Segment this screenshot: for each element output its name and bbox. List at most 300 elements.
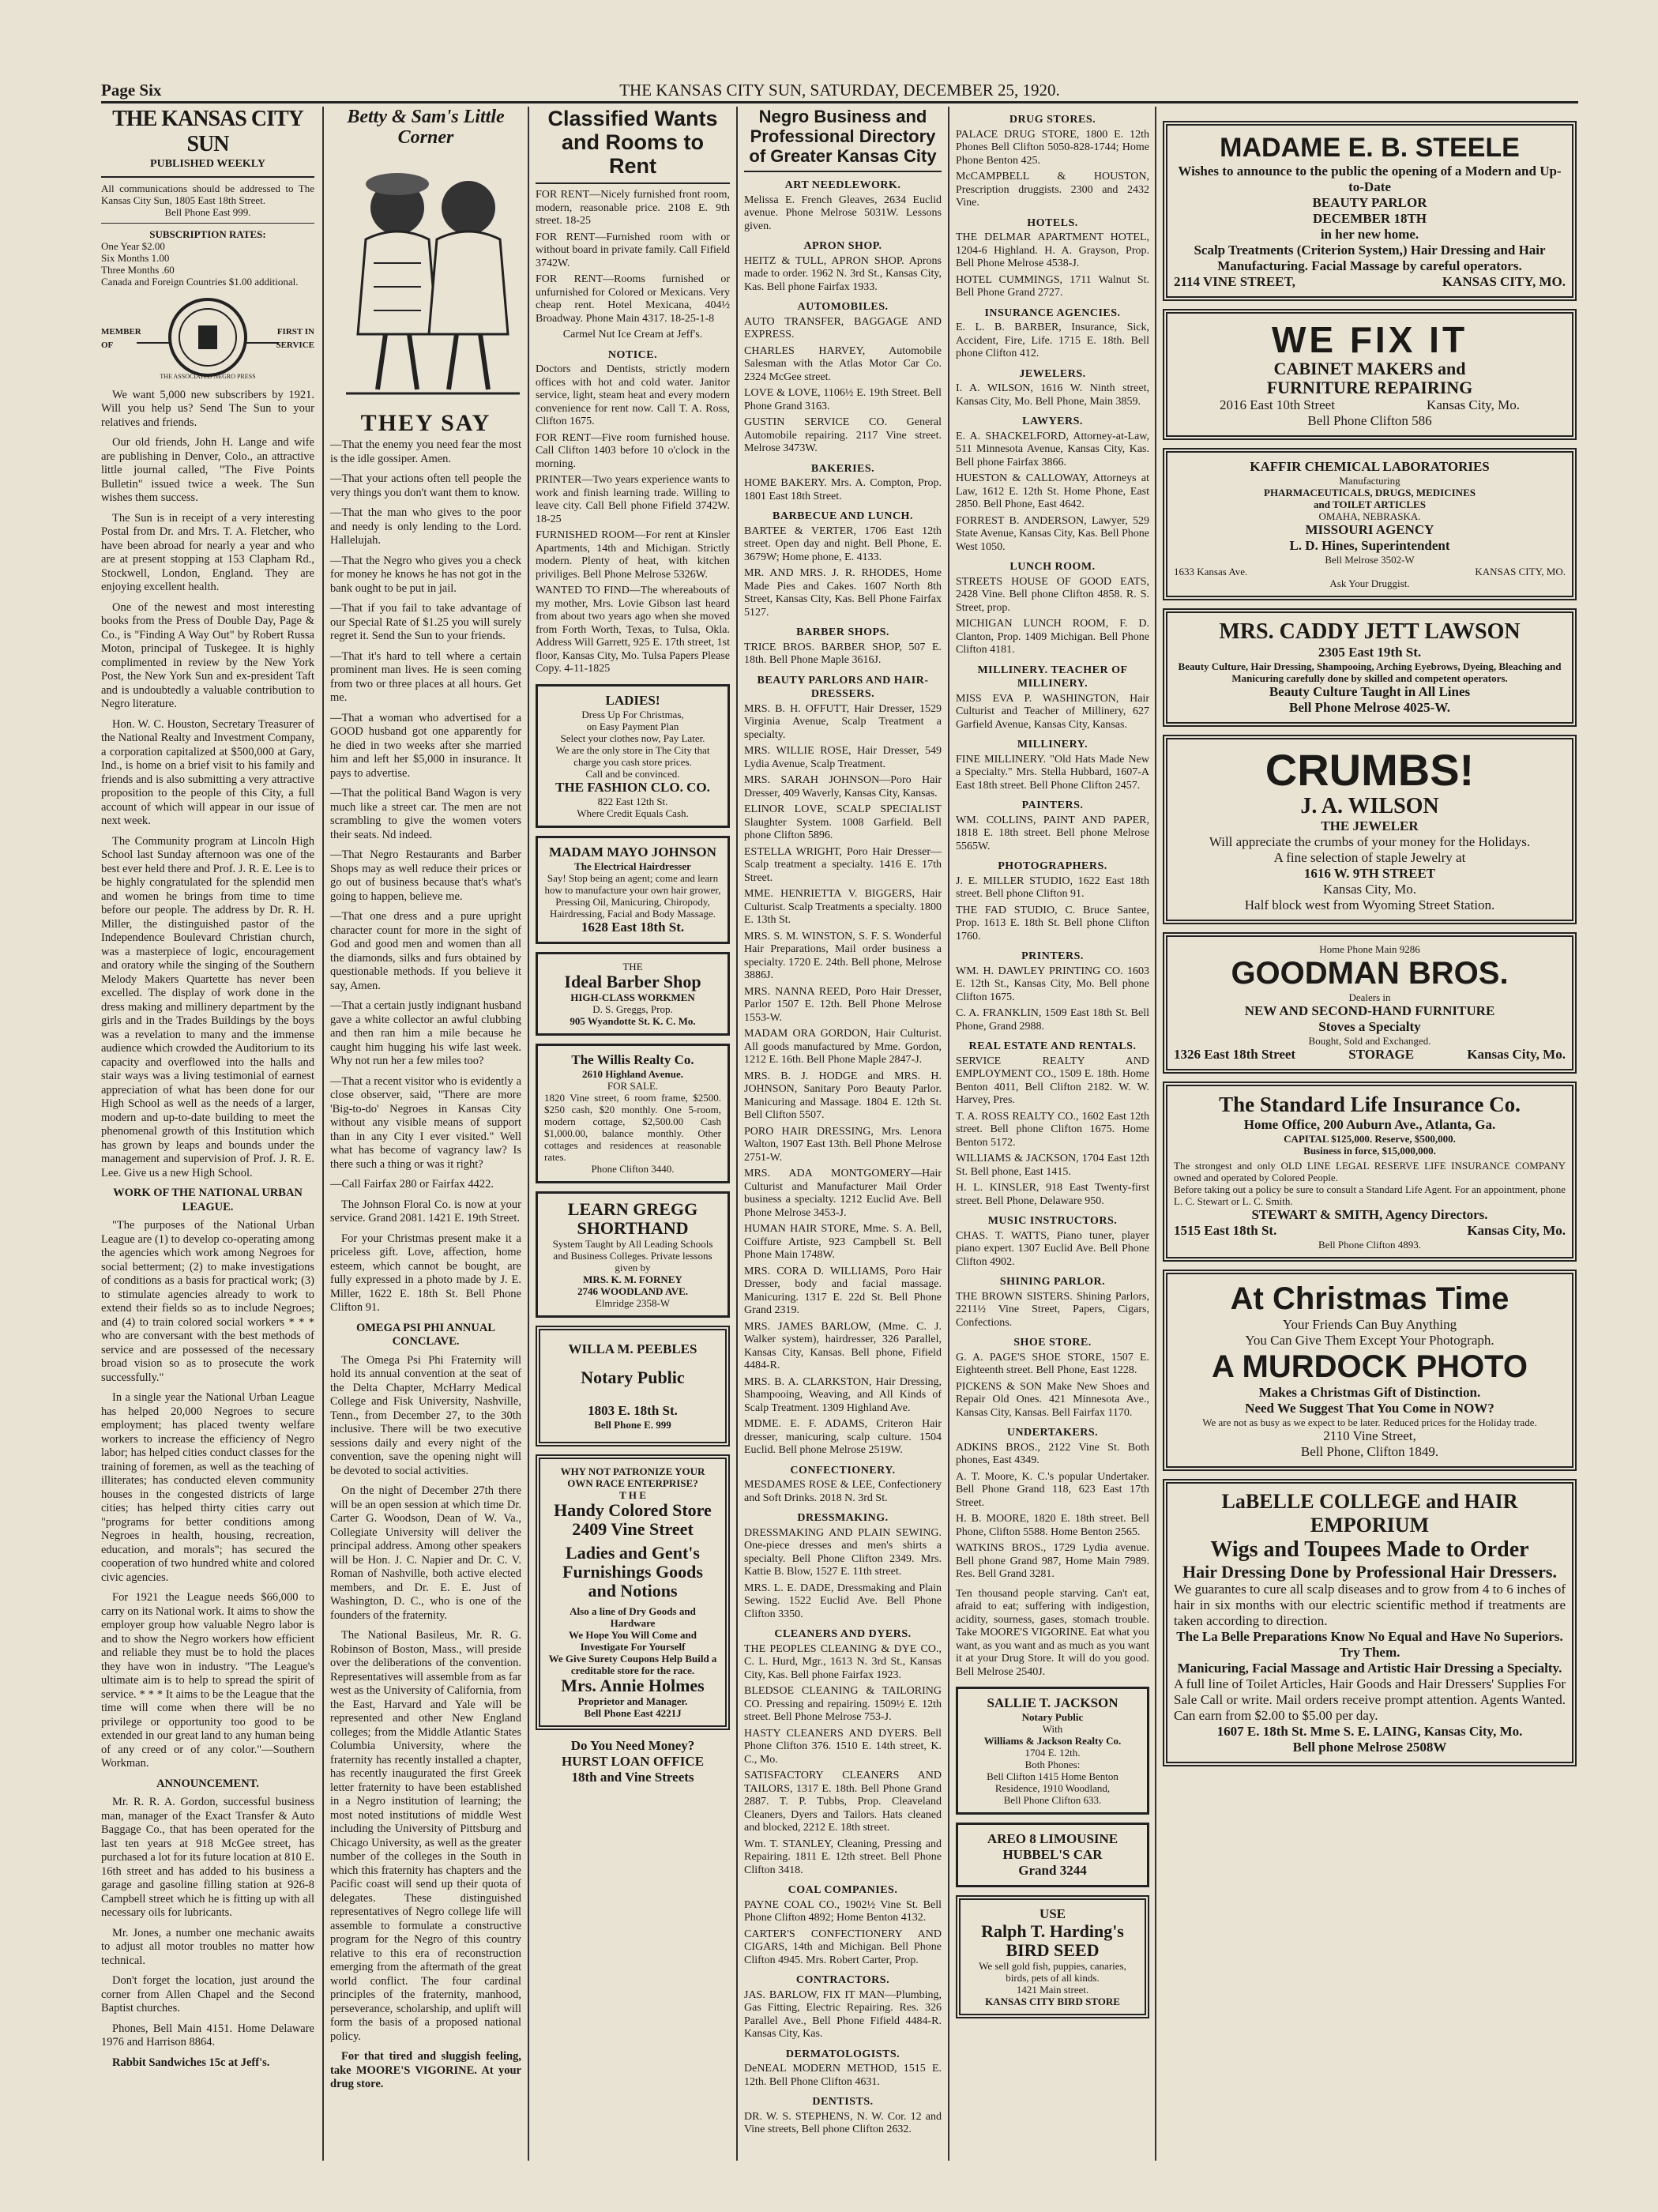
column-directory <box>744 107 942 2161</box>
ad-line: Williams & Jackson Realty Co. <box>983 1735 1122 1747</box>
directory-entry: JAS. BARLOW, FIX IT MAN—Plumbing, Gas Fitting, Electric Repairing. Res. 326 Parallel Ave., Bell Phone Fifield 4484-R. Kansas City, Kas. <box>744 1988 942 2040</box>
directory-category: DRUG STORES. <box>1009 114 1096 126</box>
ad-headline: MISSOURI AGENCY <box>1305 522 1434 537</box>
ad-line: KANSAS CITY BIRD STORE <box>985 1996 1120 2007</box>
ad-line: CAPITAL $125,000. Reserve, $500,000. <box>1284 1133 1456 1145</box>
directory-category: LAWYERS. <box>1022 416 1083 427</box>
news-paragraph: The Omega Psi Phi Fraternity will hold its annual convention at the seat of the Delta Chapter, McHarry Medical College and Fisk University, Nashville, Tenn., from December 27, to the 30th inclusive. There will be two executive sessions daily and every night of the convention, save the opening night will be devoted to social activities. <box>330 1353 521 1477</box>
rates-title: SUBSCRIPTION RATES: <box>149 228 266 240</box>
directory-entry: MISS EVA P. WASHINGTON, Hair Culturist and Teacher of Millinery, 627 Garfield Avenue, Kansas City, Kansas. <box>956 692 1149 731</box>
ad-headline: LEARN GREGG <box>567 1198 698 1219</box>
directory-entry: Wm. T. STANLEY, Cleaning, Pressing and Repairing. 1811 E. 12th street. Bell Phone Clifton 3418. <box>744 1838 942 1876</box>
directory-entry: C. A. FRANKLIN, 1509 East 18th St. Bell Phone, Grand 2988. <box>956 1007 1149 1033</box>
directory-entry: MRS. L. E. DADE, Dressmaking and Plain Sewing. 1522 Euclid Ave. Bell Phone Clifton 3350. <box>744 1582 942 1620</box>
ad-line: Half block west from Wyoming Street Station. <box>1244 897 1495 912</box>
classified-ad: Doctors and Dentists, strictly modern offices with hot and cold water. Janitor service, light, steam heat and every modern convenience for rent now. Call T. A. Ross, Clifton 1675. <box>536 363 730 427</box>
directory-entry: A. T. Moore, K. C.'s popular Undertaker. Bell Phone Grand 118, 623 East 17th Street. <box>956 1470 1149 1509</box>
ad-city: Kansas City, Mo. <box>1467 1047 1566 1062</box>
directory-entry: HEITZ & TULL, APRON SHOP. Aprons made to order. 1962 N. 3rd St., Kansas City, Kas. Bell phone Fairfax 1933. <box>744 254 942 293</box>
column-they-say <box>330 107 521 2161</box>
directory-entry: FORREST B. ANDERSON, Lawyer, 529 State Avenue, Kansas City, Kas. Bell Phone West 1050. <box>956 514 1149 553</box>
directory-entry: HOTEL CUMMINGS, 1711 Walnut St. Bell Phone Grand 2727. <box>956 273 1149 299</box>
news-paragraph: The National Basileus, Mr. R. G. Robinson of Boston, Mass., will preside over the deliberations of the convention. Representatives will assemble from as far west as the University of California, from the East, Harvard and Yale will be represented and other New England colleges; from the Middle Atlantic States Columbia University, where the fraternity has recently installed a chapter, has recently inaugurated the first Greek letter fraternity to have been established in a Negro institution of learning; the most noted institutions of middle West including the University of Pittsburg and Chicago University, as well as the greater number of the colleges in the South in which this fraternity has chapters and the Pacific coast will send up their quota of delegates. These distinguished representatives of Negro college life will assemble to formulate a constructive program for the Negro of this country relative to this era of reconstruction emerging from the aftermath of the great world conflict. The four cardinal principles of the fraternity, manhood, perseverance, scholarship, and uplift will form the basis of a proposed national policy. <box>330 1629 521 2043</box>
ad-line: D. S. Greggs, Prop. <box>592 1003 673 1015</box>
mayo-johnson-ad <box>536 836 730 944</box>
ad-line: CABINET MAKERS and <box>1273 359 1466 378</box>
classified-ad: WANTED TO FIND—The whereabouts of my mother, Mrs. Lovie Gibson last heard from about two years ago when she moved from Forth Worth, Texas, to Tulsa, Okla. Address Will Garrett, 925 E. 17th street, 1st floor, Kansas City, Mo. Tulsa Papers Please Copy. 4-11-1825 <box>536 585 730 675</box>
directory-entry: H. L. KINSLER, 918 East Twenty-first street. Bell Phone, Delaware 950. <box>956 1182 1149 1207</box>
ad-line: Wishes to announce to the public the opening of a Modern and Up-to-Date <box>1178 164 1562 194</box>
column-classified <box>536 107 730 2161</box>
directory-entry: H. B. MOORE, 1820 E. 18th street. Bell Phone, Clifton 5588. Home Benton 2565. <box>956 1513 1149 1538</box>
directory-entry: MRS. SARAH JOHNSON—Poro Hair Dresser, 409 Waverly, Kansas City, Kansas. <box>744 774 942 799</box>
directory-list <box>956 113 1149 1582</box>
directory-entry: CARTER'S CONFECTIONERY AND CIGARS, 14th and Michigan. Bell Phone Clifton 4945. Mrs. Robert Carter, Prop. <box>744 1928 942 1966</box>
handy-colored-store-ad <box>536 1454 730 1730</box>
ad-line: A full line of Toilet Articles, Hair Goods and Hair Dressers' Supplies For Sale Call or write. Mail orders receive prompt attention. Agents Wanted. Can earn from $2.00 to $5.00 per day. <box>1174 1676 1566 1723</box>
directory-entry: WILLIAMS & JACKSON, 1704 East 12th St. Bell phone, East 1415. <box>956 1153 1149 1178</box>
directory-entry: ADKINS BROS., 2122 Vine St. Both phones, East 4349. <box>956 1441 1149 1466</box>
they-say-item: —That the man who gives to the poor and needy is only lending to the Lord. Hallelujah. <box>330 506 521 547</box>
ad-line: OMAHA, NEBRASKA. <box>1318 510 1421 522</box>
they-say-item: —That if you fail to take advantage of our Special Rate of $1.25 you will surely regret it. Send the Sun to your friends. <box>330 602 521 642</box>
directory-entry: WM. COLLINS, PAINT AND PAPER, 1818 E. 18th street. Bell phone Melrose 5565W. <box>956 814 1149 852</box>
directory-category: REAL ESTATE AND RENTALS. <box>968 1040 1137 1052</box>
news-paragraph: One of the newest and most interesting books from the Press of Double Day, Page & Co., is "Finding A Way Out" by Robert Russa Moton, principal of Tuskegee. It is highly complimented in review by the New York Post, the New York Sun and ex-president Taft and is undoubtedly a valuable contribution to Negro literature. <box>101 600 314 710</box>
ad-phone: Elmridge 2358-W <box>595 1296 671 1309</box>
directory-category: PHOTOGRAPHERS. <box>998 860 1107 872</box>
ad-business-name: SALLIE T. JACKSON <box>987 1695 1118 1710</box>
ad-line: Beauty Culture, Hair Dressing, Shampooing, Arching Eyebrows, Dyeing, Bleaching and Manicuring carefully done by skilled and competent operators. <box>1178 660 1562 684</box>
florist-line: —Call Fairfax 280 or Fairfax 4422. <box>330 1178 494 1191</box>
ad-address: 1628 East 18th St. <box>581 919 685 935</box>
ad-headline: SHORTHAND <box>577 1217 689 1238</box>
ad-line: DECEMBER 18TH <box>1312 211 1427 226</box>
omega-headline: OMEGA PSI PHI ANNUAL CONCLAVE. <box>355 1321 496 1348</box>
murdock-photo-ad <box>1163 1270 1577 1471</box>
ad-line: Dress Up For Christmas, <box>581 708 684 720</box>
classified-ad: FOR RENT—Furnished room with or without board in private family. Call Fifield 3742W. <box>536 231 730 269</box>
directory-category: BAKERIES. <box>810 462 875 475</box>
ad-line: THE <box>622 960 643 972</box>
ad-address: 2746 WOODLAND AVE. <box>577 1285 689 1297</box>
ad-line: The Electrical Hairdresser <box>574 860 691 872</box>
ad-proprietor: Mrs. Annie Holmes <box>561 1675 705 1695</box>
ad-address: Home Office, 200 Auburn Ave., Atlanta, Ga. <box>1243 1117 1496 1132</box>
news-paragraph: "The purposes of the National Urban League are (1) to develop co-operating among the agencies which work among Negroes for social betterment; (2) to make investigations of conditions as a basis for practical work; (3) to stimulate agencies already to work to extend their fields so as to include Negroes; and (4) to train colored social workers * * * who are conversant with the best methods of service and are possessed of the necessary broad vision so as to prosecute the work successfully." <box>101 1219 314 1384</box>
directory-entry: THE BROWN SISTERS. Shining Parlors, 2211½ Vine Street, Papers, Cigars, Confections. <box>956 1290 1149 1329</box>
ad-line: We Hope You Will Come and Investigate For Yourself <box>569 1628 697 1653</box>
hurst-loan-ad <box>536 1738 730 1785</box>
directory-entry: J. E. MILLER STUDIO, 1622 East 18th street. Bell phone Clifton 91. <box>956 875 1149 900</box>
urban-league-headline: WORK OF THE NATIONAL URBAN LEAGUE. <box>113 1187 303 1213</box>
ad-phone: Bell Phone Melrose 4025-W. <box>1289 700 1450 715</box>
ad-line: Manufacturing <box>1339 475 1400 487</box>
ad-business-name: HURST LOAN OFFICE <box>561 1753 705 1769</box>
ad-business-name: KAFFIR CHEMICAL LABORATORIES <box>1250 459 1490 474</box>
directory-entry: MR. AND MRS. J. R. RHODES, Home Made Pies and Cakes. 1607 North 8th Street, Kansas City, Kas. Bell Phone Fairfax 5127. <box>744 567 942 619</box>
ad-headline: BIRD SEED <box>1006 1940 1100 1960</box>
directory-entry: MRS. CORA D. WILLIAMS, Poro Hair Dresser, body and facial massage. Manicuring. 1317 E. 22d St. Bell Phone Grand 2319. <box>744 1265 942 1316</box>
directory-entry: FINE MILLINERY. "Old Hats Made New a Specialty." Mrs. Stella Hubbard, 1607-A East 18th street. Bell Phone Clifton 2457. <box>956 753 1149 792</box>
vigorine-ad: Ten thousand people starving. Can't eat, afraid to eat; suffering with indigestion, acidity, sourness, gases, stomach trouble. Take MOORE'S VIGORINE. Eat what you want, as you want and as much as you want it at your Drug Store. It will do you good. Bell Melrose 2540J. <box>956 1587 1149 1678</box>
directory-category: ART NEEDLEWORK. <box>784 179 901 191</box>
directory-category: COAL COMPANIES. <box>788 1884 898 1896</box>
column-rule <box>1155 107 1156 2161</box>
directory-entry: PICKENS & SON Make New Shoes and Repair Old Ones. 421 Minnesota Ave., Kansas City, Kansas. Bell Fairfax 1170. <box>956 1380 1149 1419</box>
betty-sam-title: Betty & Sam's Little Corner <box>347 107 505 148</box>
directory-category: PRINTERS. <box>1021 950 1084 962</box>
directory-entry: E. L. B. BARBER, Insurance, Sick, Accident, Fire, Life. 1715 E. 18th. Bell phone Clifton 412. <box>956 322 1149 359</box>
ad-line: Beauty Culture Taught in All Lines <box>1269 684 1471 699</box>
ad-address: 905 Wyandotte St. K. C. Mo. <box>570 1014 696 1027</box>
ad-address: 2016 East 10th Street <box>1220 397 1335 412</box>
they-say-item: —That Negro Restaurants and Barber Shops may as well reduce their prices or go out of business because that's what's going to happen, believe me. <box>330 848 521 903</box>
page-header <box>101 81 1578 103</box>
ad-headline: MADAM MAYO JOHNSON <box>549 844 716 860</box>
column-display-ads <box>1163 107 1577 2161</box>
ad-line: Bought, Sold and Exchanged. <box>1308 1035 1431 1047</box>
ad-line: You Can Give Them Except Your Photograph. <box>1245 1333 1494 1348</box>
ad-phone: Bell Phone E. 999 <box>594 1418 671 1431</box>
directory-entry: MME. HENRIETTA V. BIGGERS, Hair Culturist. Scalp Treatments a specialty. 1800 E. 13th St. <box>744 888 942 926</box>
directory-entry: CHAS. T. WATTS, Piano tuner, player piano expert. 1307 Euclid Ave. Bell Phone Clifton 4902. <box>956 1229 1149 1268</box>
directory-entry: MDME. E. F. ADAMS, Criteron Hair dresser, manicuring, scalp culture. 1504 Euclid. Bell phone Melrose 2519W. <box>744 1418 942 1456</box>
news-paragraph: Hon. W. C. Houston, Secretary Treasurer of the National Realty and Investment Company, a corporation capitalized at $500,000 at Gary, Ind., is home on a brief visit to his family and friends and is also submitting a very attractive proposition to the people of this City, a full account of which will appear in our issue of next week. <box>101 717 314 827</box>
ad-line: We sell gold fish, puppies, canaries, birds, pets of all kinds. <box>979 1960 1126 1984</box>
ad-address: 2610 Highland Avenue. <box>582 1067 683 1080</box>
masthead-phone: Bell Phone East 999. <box>164 205 251 218</box>
ad-line: System Taught by All Leading Schools and Business Colleges. Private lessons given by <box>552 1237 713 1273</box>
ad-city: KANSAS CITY, MO. <box>1475 566 1566 577</box>
crumbs-jeweler-ad <box>1163 735 1577 924</box>
directory-entry: MICHIGAN LUNCH ROOM, F. D. Clanton, Prop. 1409 Michigan. Bell Phone Clifton 4181. <box>956 618 1149 656</box>
directory-category: INSURANCE AGENCIES. <box>984 307 1121 319</box>
classified-ad: FURNISHED ROOM—For rent at Kinsler Apartments, 14th and Michigan. Strictly modern. Plenty of heat, with kitchen priviliges. Bell Phone Melrose 5326W. <box>536 529 730 581</box>
ad-business-name: The Standard Life Insurance Co. <box>1219 1093 1521 1116</box>
ad-line: The La Belle Preparations Know No Equal and Have No Superiors. Try Them. <box>1176 1629 1563 1660</box>
cartoon-illustration-icon <box>330 152 521 405</box>
column-rule <box>736 107 738 2161</box>
column-directory-continued <box>956 107 1149 2161</box>
rate-line: Six Months 1.00 <box>101 251 170 264</box>
ad-business-name: Handy Colored Store <box>554 1499 712 1520</box>
directory-category: CONFECTIONERY. <box>790 1464 896 1477</box>
directory-entry: MRS. B. H. OFFUTT, Hair Dresser, 1529 Virginia Avenue, Scalp Treatment a specialty. <box>744 702 942 741</box>
directory-category: APRON SHOP. <box>803 240 882 252</box>
ad-headline: At Christmas Time <box>1230 1281 1509 1316</box>
ad-line: We are not as busy as we expect to be later. Reduced prices for the Holiday trade. <box>1202 1416 1537 1428</box>
directory-category: MILLINERY. <box>1017 739 1088 750</box>
vigorine-notice: For that tired and sluggish feeling, take MOORE'S VIGORINE. At your drug store. <box>330 2050 521 2090</box>
they-say-heading: THEY SAY <box>360 410 491 436</box>
directory-category: PAINTERS. <box>1021 799 1084 811</box>
ad-business-name: LaBELLE COLLEGE and HAIR EMPORIUM <box>1221 1490 1518 1537</box>
news-paragraph: For your Christmas present make it a priceless gift. Love, affection, home esteem, which cannot be bought, are fully expressed in a photo made by J. E. Miller, 1622 E. 18th St. Bell Phone Clifton 91. <box>330 1232 521 1314</box>
ad-address: 1616 W. 9TH STREET <box>1303 866 1436 881</box>
announcement-headline: ANNOUNCEMENT. <box>156 1777 259 1790</box>
directory-entry: SERVICE REALTY AND EMPLOYMENT CO., 1509 E. 18th. Home Benton 4011, Bell Clifton 2182. W. W. Harvey, Pres. <box>956 1055 1149 1106</box>
directory-category: SHOE STORE. <box>1013 1337 1092 1349</box>
ad-line: STEWART & SMITH, Agency Directors. <box>1251 1207 1488 1222</box>
ad-line: on Easy Payment Plan <box>586 720 679 732</box>
ad-headline: AREO 8 LIMOUSINE <box>987 1831 1118 1846</box>
ad-line: A fine selection of staple Jewelry at <box>1273 850 1466 865</box>
directory-entry: STREETS HOUSE OF GOOD EATS, 2428 Vine. Bell phone Clifton 4858. R. S. Street, prop. <box>956 575 1149 614</box>
they-say-item: —That a certain justly indignant husband gave a white collector an awful clubbing and then ran him a mile because he caught him hugging his wife last week. Why not run her a few miles too? <box>330 999 521 1067</box>
ad-line: Will appreciate the crumbs of your money for the Holidays. <box>1209 834 1531 849</box>
ad-line: Both Phones: <box>1025 1759 1081 1770</box>
directory-category: DERMATOLOGISTS. <box>785 2048 900 2060</box>
directory-category: SHINING PARLOR. <box>999 1276 1106 1288</box>
directory-entry: TRICE BROS. BARBER SHOP, 507 E. 18th. Bell Phone Maple 3616J. <box>744 641 942 666</box>
directory-category: LUNCH ROOM. <box>1009 561 1096 573</box>
ad-phone: Bell Phone Clifton 586 <box>1307 413 1432 428</box>
ad-business-name: MADAME E. B. STEELE <box>1220 133 1520 163</box>
directory-category: CLEANERS AND DYERS. <box>774 1628 912 1640</box>
directory-entry: BARTEE & VERTER, 1706 East 12th street. Open day and night. Bell Phone, E. 3679W; Home phone, E. 4133. <box>744 525 942 563</box>
ad-phone: Grand 3244 <box>1018 1863 1087 1878</box>
directory-entry: DR. W. S. STEPHENS, N. W. Cor. 12 and Vine streets, Bell phone Clifton 2632. <box>744 2110 942 2135</box>
ad-address: 1421 Main street. <box>1016 1984 1089 1996</box>
ad-city: KANSAS CITY, MO. <box>1442 274 1566 289</box>
ad-address: 1704 E. 12th. <box>1025 1747 1081 1759</box>
column-masthead <box>101 107 314 2161</box>
ad-business-name: Ideal Barber Shop <box>564 971 701 991</box>
gregg-shorthand-ad <box>536 1191 730 1318</box>
ad-line: We guarantes to cure all scalp diseases and to grow from 4 to 6 inches of hair in six months with our electric scientific method if treatments are taken according to direction. <box>1174 1582 1566 1628</box>
ad-line: Makes a Christmas Gift of Distinction. <box>1258 1385 1481 1400</box>
classified-ad: FOR RENT—Five room furnished house. Call Clifton 1403 before 10 o'clock in the morning. <box>536 431 730 470</box>
ad-line: Before taking out a policy be sure to consult a Standard Life Agent. For an appointment, phone L. C. Stewart or L. C. Smith. <box>1174 1183 1566 1207</box>
directory-entry: PAYNE COAL CO., 1902½ Vine St. Bell Phone Clifton 4892; Home Benton 4132. <box>744 1898 942 1924</box>
ad-business-name: MRS. K. M. FORNEY <box>583 1273 682 1285</box>
bird-seed-ad <box>956 1895 1149 2018</box>
directory-entry: MRS. JAMES BARLOW, (Mme. C. J. Walker system), hairdresser, 326 Parallel, Kansas City, Kansas. Bell phone, Fifield 4484-R. <box>744 1320 942 1371</box>
ad-line: L. D. Hines, Superintendent <box>1289 538 1450 553</box>
directory-entry: BLEDSOE CLEANING & TAILORING CO. Pressing and repairing. 1509½ E. 12th street. Bell Phone Melrose 753-J. <box>744 1685 942 1723</box>
ad-city: Kansas City, Mo. <box>1427 397 1520 412</box>
ad-line: FURNITURE REPAIRING <box>1266 378 1473 397</box>
ad-line: HIGH-CLASS WORKMEN <box>570 991 695 1003</box>
fashion-ad <box>536 684 730 828</box>
ad-line: Dealers in <box>1348 991 1391 1003</box>
ad-address: 1803 E. 18th St. <box>588 1402 678 1418</box>
directory-entry: PORO HAIR DRESSING, Mrs. Lenora Walton, 1907 East 13th. Bell Phone Melrose 2751-W. <box>744 1125 942 1164</box>
ad-business-name: GOODMAN BROS. <box>1231 956 1509 991</box>
they-say-item: —That a recent visitor who is evidently a close observer, said, "There are more 'Big-to-do' Negroes in Kansas City without any visible means of support than in any City I ever visited." Well what has become of vagrancy law? Is there such a thing or was it right? <box>330 1074 521 1171</box>
ad-phone: Bell Phone Clifton 633. <box>1003 1794 1102 1806</box>
directory-entry: THE FAD STUDIO, C. Bruce Santee, Prop. 1613 E. 18th St. Bell phone Clifton 1760. <box>956 904 1149 942</box>
classified-ad: FOR RENT—Rooms furnished or unfurnished for Colored or Mexicans. Very cheap rent. Hotel Mexicana, 404½ Broadway. Phone Main 4317. 18-25-1-8 <box>536 273 730 325</box>
ad-phone: Bell Phone East 4221J <box>584 1706 682 1719</box>
ad-address: 18th and Vine Streets <box>571 1769 694 1785</box>
ad-line: The strongest and only OLD LINE LEGAL RESERVE LIFE INSURANCE COMPANY owned and operated by Colored People. <box>1174 1160 1566 1183</box>
ad-headline: BEAUTY PARLOR <box>1312 195 1427 210</box>
directory-category: AUTOMOBILES. <box>797 301 889 313</box>
masthead-address: All communications should be addressed to The Kansas City Sun, 1805 East 18th Street. <box>101 182 314 206</box>
ad-phone: Phone Clifton 3440. <box>591 1162 675 1175</box>
member-label: MEMBER OF <box>101 326 141 350</box>
they-say-item: —That it's hard to tell where a certain prominent man lives. He is seen coming from two or three places at all hours. Get me. <box>330 649 521 704</box>
directory-entry: LOVE & LOVE, 1106½ E. 19th Street. Bell Phone Grand 3163. <box>744 387 942 412</box>
ad-address: 2114 VINE STREET, <box>1174 274 1295 289</box>
they-say-item: —That the enemy you need fear the most is the idle gossiper. Amen. <box>330 438 521 465</box>
ad-line: Your Friends Can Buy Anything <box>1282 1317 1457 1332</box>
ad-address: 822 East 12th St. <box>597 795 668 807</box>
classified-title: Classified Wants and Rooms to Rent <box>547 107 718 178</box>
ad-business-name: Ralph T. Harding's <box>981 1921 1124 1941</box>
classified-ad: Carmel Nut Ice Cream at Jeff's. <box>562 329 703 340</box>
first-in-service-label: FIRST IN SERVICE <box>276 326 314 350</box>
directory-category: MUSIC INSTRUCTORS. <box>987 1215 1118 1227</box>
ad-line: With <box>1042 1723 1063 1735</box>
ad-line: Stoves a Specialty <box>1318 1019 1421 1034</box>
ad-line: Ask Your Druggist. <box>1329 577 1410 589</box>
directory-entry: T. A. ROSS REALTY CO., 1602 East 12th street. Bell phone Clifton 1675. Home Benton 5172. <box>956 1110 1149 1149</box>
ad-business-name: J. A. WILSON <box>1300 794 1439 818</box>
ad-headline: Notary Public <box>1021 1711 1084 1723</box>
ad-headline: Notary Public <box>581 1367 685 1387</box>
ad-line: THE JEWELER <box>1321 818 1419 833</box>
directory-entry: MRS. B. J. HODGE and MRS. H. JOHNSON, Sanitary Poro Beauty Parlor. Manicuring and Massage. 1804 E. 12th St. Bell Clifton 5507. <box>744 1070 942 1121</box>
directory-entry: HOME BAKERY. Mrs. A. Compton, Prop. 1801 East 18th Street. <box>744 477 942 502</box>
lawson-beauty-ad <box>1163 608 1577 727</box>
news-paragraph: Don't forget the location, just around the corner from Allen Chapel and the Second Baptist churches. <box>101 1974 314 2014</box>
directory-category: CONTRACTORS. <box>795 1974 890 1986</box>
ad-business-name: THE FASHION CLO. CO. <box>555 779 710 795</box>
jeffs-notice: Rabbit Sandwiches 15c at Jeff's. <box>112 2056 270 2069</box>
they-say-item: —That one dress and a pure upright character count for more in the sight of God and good men and women than all the diamonds, silks and furs obtained by questionable methods. If you believe it say, Amen. <box>330 910 521 992</box>
ad-line: Proprietor and Manager. <box>577 1695 688 1707</box>
ad-line: Ladies and Gent's Furnishings Goods and Notions <box>562 1542 703 1601</box>
ad-address: 2305 East 19th St. <box>1318 645 1422 660</box>
ad-headline: Hair Dressing Done by Professional Hair Dressers. <box>1182 1562 1557 1582</box>
directory-entry: THE DELMAR APARTMENT HOTEL, 1204-6 Highland. H. A. Grayson, Prop. Bell Phone Melrose 4538-J. <box>956 231 1149 269</box>
ad-headline: WE FIX IT <box>1271 319 1468 360</box>
ad-line: We Give Surety Coupons Help Build a creditable store for the race. <box>548 1652 717 1676</box>
directory-entry: CHARLES HARVEY, Automobile Salesman with the Atlas Motor Car Co. 2324 McGee street. <box>744 344 942 383</box>
directory-entry: HASTY CLEANERS AND DYERS. Bell Phone Clifton 376. 1510 E. 14th street, K. C., Mo. <box>744 1727 942 1766</box>
ad-line: 1820 Vine street, 6 room frame, $2500. $250 cash, $20 monthly. One 5-room, modern cottage, $2,500.00 Cash $1,000.00, balance monthly. Other cottages and residences at reasonable rates. <box>544 1091 721 1163</box>
directory-list <box>744 179 942 2137</box>
ad-business-name: MRS. CADDY JETT LAWSON <box>1219 619 1521 644</box>
ad-address: 1515 East 18th St. <box>1174 1223 1277 1238</box>
news-paragraph: The Johnson Floral Co. is now at your service. Grand 2081. 1421 E. 19th Street. <box>330 1198 521 1224</box>
directory-entry: MESDAMES ROSE & LEE, Confectionery and Soft Drinks. 2018 N. 3rd St. <box>744 1479 942 1504</box>
directory-entry: HUMAN HAIR STORE, Mme. S. A. Bell, Coiffure Artiste, 923 Campbell St. Bell Phone Main 1748W. <box>744 1223 942 1261</box>
news-paragraph: Mr. Jones, a number one mechanic awaits to adjust all motor troubles no matter how technical. <box>101 1926 314 1967</box>
anp-member-block <box>101 294 314 389</box>
column-rule <box>322 107 324 2161</box>
news-paragraph: For 1921 the League needs $66,000 to carry on its National work. It aims to show the employer group how valuable Negro labor is and to show the Negro workers how efficient and reliable they must be to hold the places they have won in industry. "The League's ultimate aim is to help to spread the spirit of service. * * * It aims to be the League that the time will come when there will be no privilege or opportunity too good to be extended in our great land to any human being of any creed or of any color."—Southern Workman. <box>101 1591 314 1770</box>
ad-line: Manicuring, Facial Massage and Artistic Hair Dressing a Specialty. <box>1177 1661 1562 1676</box>
ad-headline: WHY NOT PATRONIZE YOUR OWN RACE ENTERPRISE? <box>560 1465 705 1489</box>
they-say-item: —That the Negro who gives you a check for money he knows he has not got in the bank ought to be put in jail. <box>330 554 521 595</box>
masthead-subtitle: PUBLISHED WEEKLY <box>150 158 265 170</box>
directory-entry: THE PEOPLES CLEANING & DYE CO., C. L. Hurd, Mgr., 1613 N. 3rd St., Kansas City, Kas. Bell phone Fairfax 1923. <box>744 1642 942 1681</box>
ad-line: Say! Stop being an agent; come and learn how to manufacture your own hair grower, Pressing Oil, Manicuring, Chiropody, Hairdressing, Facial and Body Massage. <box>544 871 721 920</box>
we-fix-it-ad <box>1163 309 1577 440</box>
directory-entry: MADAM ORA GORDON, Hair Culturist. All goods manufactured by Mme. Gordon, 1212 E. 16th. Bell Phone Maple 2847-J. <box>744 1028 942 1066</box>
ad-line: Select your clothes now, Pay Later. <box>560 732 705 744</box>
peebles-notary-ad <box>536 1326 730 1446</box>
directory-entry: GUSTIN SERVICE CO. General Automobile repairing. 2117 Vine street. Melrose 3473W. <box>744 416 942 454</box>
standard-life-ad <box>1163 1082 1577 1262</box>
directory-entry: ESTELLA WRIGHT, Poro Hair Dresser—Scalp treatment a specialty. 1416 E. 17th Street. <box>744 845 942 884</box>
ad-phone: Bell Clifton 1415 Home Benton <box>987 1770 1118 1782</box>
directory-category: BEAUTY PARLORS AND HAIR-DRESSERS. <box>757 674 929 700</box>
ad-line: Business in force, $15,000,000. <box>1303 1145 1436 1157</box>
page-number: Page Six <box>101 81 162 100</box>
news-paragraph: In a single year the National Urban League has helped 20,000 Negroes to secure employment; has placed twenty welfare workers to increase the efficiency of Negro labor; has helped cities conduct classes for the training of foremen, as well as the teaching of illiterates; has conducted eleven community houses in the congested districts of large cities; has helped thirty cities carry out "programs for better conditions among Negroes in health, housing, recreation, education, and morals"; has secured the cooperation of two hundred white and colored civic agencies. <box>101 1391 314 1584</box>
directory-entry: MRS. NANNA REED, Poro Hair Dresser, Parlor 1507 E. 12th. Bell Phone Melrose 1553-W. <box>744 985 942 1024</box>
column-rule <box>948 107 949 2161</box>
ideal-barber-ad <box>536 952 730 1036</box>
directory-category: HOTELS. <box>1027 216 1078 229</box>
directory-category: DENTISTS. <box>812 2096 874 2108</box>
directory-category: BARBECUE AND LUNCH. <box>773 510 913 522</box>
ad-business-name: The Willis Realty Co. <box>571 1051 694 1067</box>
ad-address: 2110 Vine Street, <box>1323 1428 1416 1443</box>
areo-limousine-ad <box>956 1823 1149 1887</box>
ad-address: 1607 E. 18th St. Mme S. E. LAING, Kansas City, Mo. <box>1216 1724 1523 1739</box>
column-rule <box>528 107 529 2161</box>
masthead-title: THE KANSAS CITY SUN <box>112 107 303 156</box>
seal-text: THE ASSOCIATED NEGRO PRESS <box>160 372 256 380</box>
directory-category: BARBER SHOPS. <box>796 626 889 638</box>
directory-entry: G. A. PAGE'S SHOE STORE, 1507 E. Eighteenth street. Bell Phone, East 1228. <box>956 1351 1149 1376</box>
ad-phone: Bell Phone Clifton 4893. <box>1318 1239 1421 1251</box>
directory-entry: E. A. SHACKELFORD, Attorney-at-Law, 511 Minnesota Avenue, Kansas City, Kas. Bell phone Fairfax 3866. <box>956 430 1149 468</box>
directory-entry: WATKINS BROS., 1729 Lydia avenue. Bell phone Grand 987, Home Main 7989. Res. Bell Grand 3281. <box>956 1542 1149 1580</box>
directory-entry: McCAMPBELL & HOUSTON, Prescription druggists. 2300 and 2432 Vine. <box>956 171 1149 209</box>
ad-phone: Bell Phone, Clifton 1849. <box>1300 1444 1439 1459</box>
they-say-item: —That your actions often tell people the very things you don't want them to know. <box>330 472 521 499</box>
ad-phone: Bell phone Melrose 2508W <box>1292 1740 1447 1755</box>
ad-line: Call and be convinced. <box>585 767 680 780</box>
classified-ad: PRINTER—Two years experience wants to work and finish learning trade. Willing to leave city. Call Bell phone Fifield 3742W. 18-25 <box>536 474 730 525</box>
directory-entry: Melissa E. French Gleaves, 2634 Euclid avenue. Phone Melrose 5031W. Lessons given. <box>744 194 942 232</box>
ad-line: Residence, 1910 Woodland, <box>994 1782 1111 1794</box>
rate-line: Three Months .60 <box>101 263 175 276</box>
directory-entry: HUESTON & CALLOWAY, Attorneys at Law, 1612 E. 12th St. Home Phone, East 2850. Bell Phone, East 4642. <box>956 472 1149 510</box>
directory-entry: MRS. S. M. WINSTON, S. F. S. Wonderful Hair Preparations, Mail order business a specialty. 1720 E. 24th. Bell phone, Melrose 3886J. <box>744 930 942 981</box>
seal-icon <box>129 294 287 381</box>
rate-line: One Year $2.00 <box>101 239 165 252</box>
directory-entry: DRESSMAKING AND PLAIN SEWING. One-piece dresses and men's shirts a specialty. Bell Phone Clifton 2349. Mrs. Kattie B. Blow, 1527 E. 11th street. <box>744 1526 942 1578</box>
sallie-jackson-ad <box>956 1687 1149 1815</box>
directory-entry: WM. H. DAWLEY PRINTING CO. 1603 E. 12th St., Kansas City, Mo. Bell phone Clifton 1675. <box>956 965 1149 1003</box>
rate-line: Canada and Foreign Countries $1.00 additional. <box>101 275 299 288</box>
directory-entry: MRS. WILLIE ROSE, Hair Dresser, 549 Lydia Avenue, Scalp Treatment. <box>744 745 942 770</box>
directory-entry: MRS. B. A. CLARKSTON, Hair Dressing, Shampooing, Weaving, and All Kinds of Scalp Treatment. 1309 Highland Ave. <box>744 1375 942 1414</box>
directory-entry: I. A. WILSON, 1616 W. Ninth street, Kansas City, Mo. Bell Phone, Main 3859. <box>956 382 1149 408</box>
ad-line: FOR SALE. <box>607 1079 659 1092</box>
ad-phone: Home Phone Main 9286 <box>1319 943 1420 955</box>
directory-category: JEWELERS. <box>1019 367 1086 380</box>
directory-title: Negro Business and Professional Directory of Greater Kansas City <box>749 107 937 166</box>
ad-city: Kansas City, Mo. <box>1467 1223 1566 1238</box>
news-paragraph: The Community program at Lincoln High School last Sunday afternoon was one of the best ever held there and Prof. J. R. E. Lee is to be highly congratulated for the splendid men and women he brings from time to time before our people. The address by Dr. R. H. Miller, the distinguished pastor of the Independence Boulevard Christian church, was a masterpiece of logic, encouragement and oratory while the singing of the Southern Melody Makers Quartette has never been excelled. The display of work done in the dress making and millinery department by the girls and in the Trades Buildings by the boys was a revelation to many and the immense audience which crowded the Auditorium to its capacity and overflowed into the halls and stair ways was a living testimonial of earnest appreciation of what has been done for our High School as well as the needs of a larger, modern and up-to-date building to meet the phenomenal growth of this Institution which has grown by leaps and bounds under the management and supervision of Prof. J. R. E. Lee. Give us a new High School. <box>101 834 314 1179</box>
classified-ad: FOR RENT—Nicely furnished front room, modern, reasonable price. 2108 E. 9th street. 18-25 <box>536 189 730 227</box>
ad-line: PHARMACEUTICALS, DRUGS, MEDICINES <box>1264 487 1476 498</box>
ad-business-name: HUBBEL'S CAR <box>1002 1847 1103 1862</box>
ad-phone: Bell Melrose 3502-W <box>1325 554 1415 566</box>
ad-line: and TOILET ARTICLES <box>1314 498 1426 510</box>
ad-line: Also a line of Dry Goods and Hardware <box>570 1604 696 1629</box>
ad-city: Kansas City, Mo. <box>1323 882 1416 897</box>
